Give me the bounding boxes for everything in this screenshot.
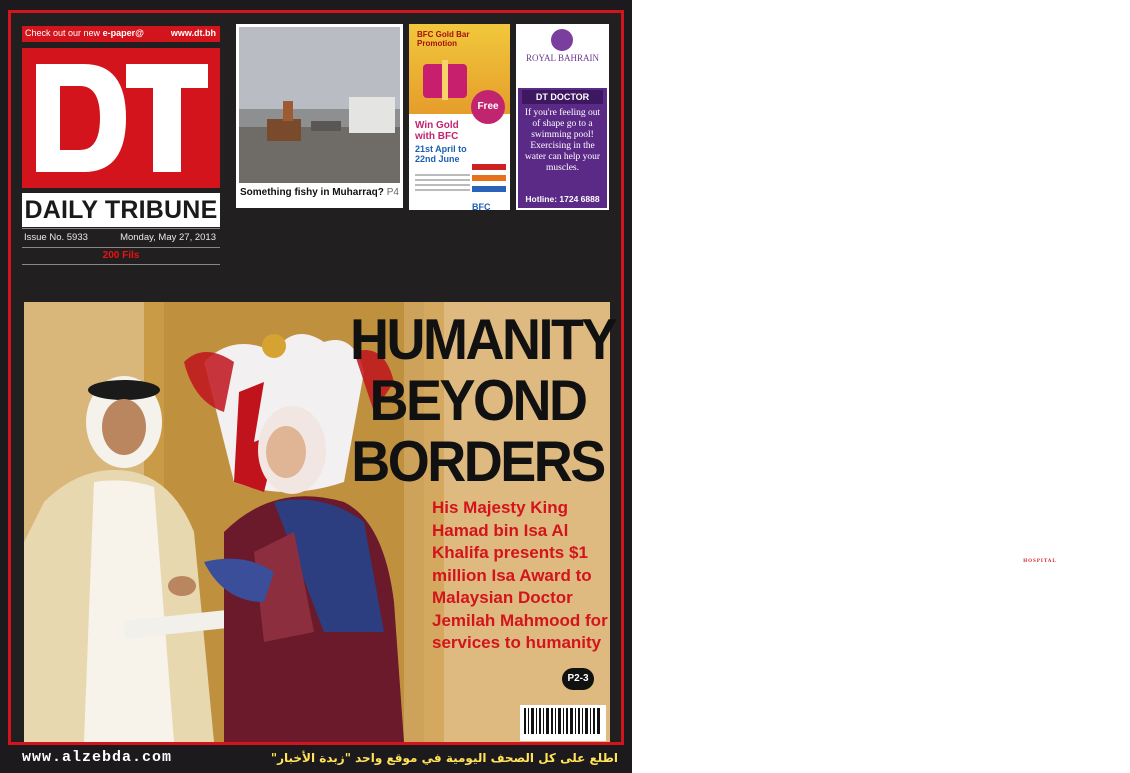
lead-subhead: His Majesty King Hamad bin Isa Al Khalifa presents $1 million Isa Award to Malaysian Doctor Jemilah Mahmood for services to humanity — [432, 498, 608, 652]
epaper-banner-text: Check out our new e-paper@ — [25, 28, 144, 38]
barcode — [520, 705, 606, 741]
ad-fine-print — [415, 174, 470, 202]
ad-headline: BFC Gold Bar Promotion — [417, 30, 470, 48]
dt-logo — [22, 48, 220, 188]
footer-arabic-tagline: اطلع على كل الصحف اليومية في موقع واحد "زبدة الأخبار" — [270, 751, 618, 765]
doctor-tip: If you're feeling out of shape go to a swimming pool! Exercising in the water can help your muscles. — [524, 108, 601, 173]
ad-dates: 21st April to 22nd June — [415, 144, 467, 164]
price: 200 Fils — [22, 248, 220, 265]
lead-headline[interactable] — [350, 307, 615, 495]
masthead-title: DAILY TRIBUNE — [22, 193, 220, 227]
issue-date: Monday, May 27, 2013 — [120, 232, 216, 243]
teaser-photo — [239, 27, 400, 183]
epaper-banner[interactable] — [22, 26, 220, 42]
teaser-story[interactable] — [236, 24, 403, 208]
free-badge: Free — [471, 90, 505, 124]
bfc-advertisement[interactable] — [409, 24, 510, 210]
issue-line — [22, 228, 220, 248]
site-footer — [0, 745, 632, 773]
footer-url[interactable]: www.alzebda.com — [22, 749, 173, 766]
page-reference-badge[interactable]: P2-3 — [562, 668, 594, 690]
gift-ribbon-icon — [442, 60, 448, 100]
headline-line-1: HUMANITY — [350, 307, 615, 373]
issue-number: Issue No. 5933 — [24, 232, 88, 243]
hospital-name: ROYAL BAHRAIN — [526, 53, 599, 63]
dt-doctor-box[interactable] — [516, 24, 1057, 564]
doctor-hotline: Hotline: 1724 6888 — [525, 194, 600, 204]
hospital-emblem-icon — [551, 29, 573, 51]
ad-sponsor-logos: BFC — [472, 164, 506, 204]
teaser-caption: Something fishy in Muharraq? P4 — [240, 187, 399, 198]
headline-line-3: BORDERS — [351, 429, 604, 495]
barcode-graphic — [524, 708, 602, 738]
website-link[interactable]: www.dt.bh — [170, 28, 216, 38]
ad-win-text: Win Gold with BFC — [415, 120, 459, 142]
doctor-title: DT DOCTOR — [522, 90, 603, 104]
hospital-sub: HOSPITAL — [1023, 559, 1057, 564]
headline-line-2: BEYOND — [369, 368, 586, 434]
